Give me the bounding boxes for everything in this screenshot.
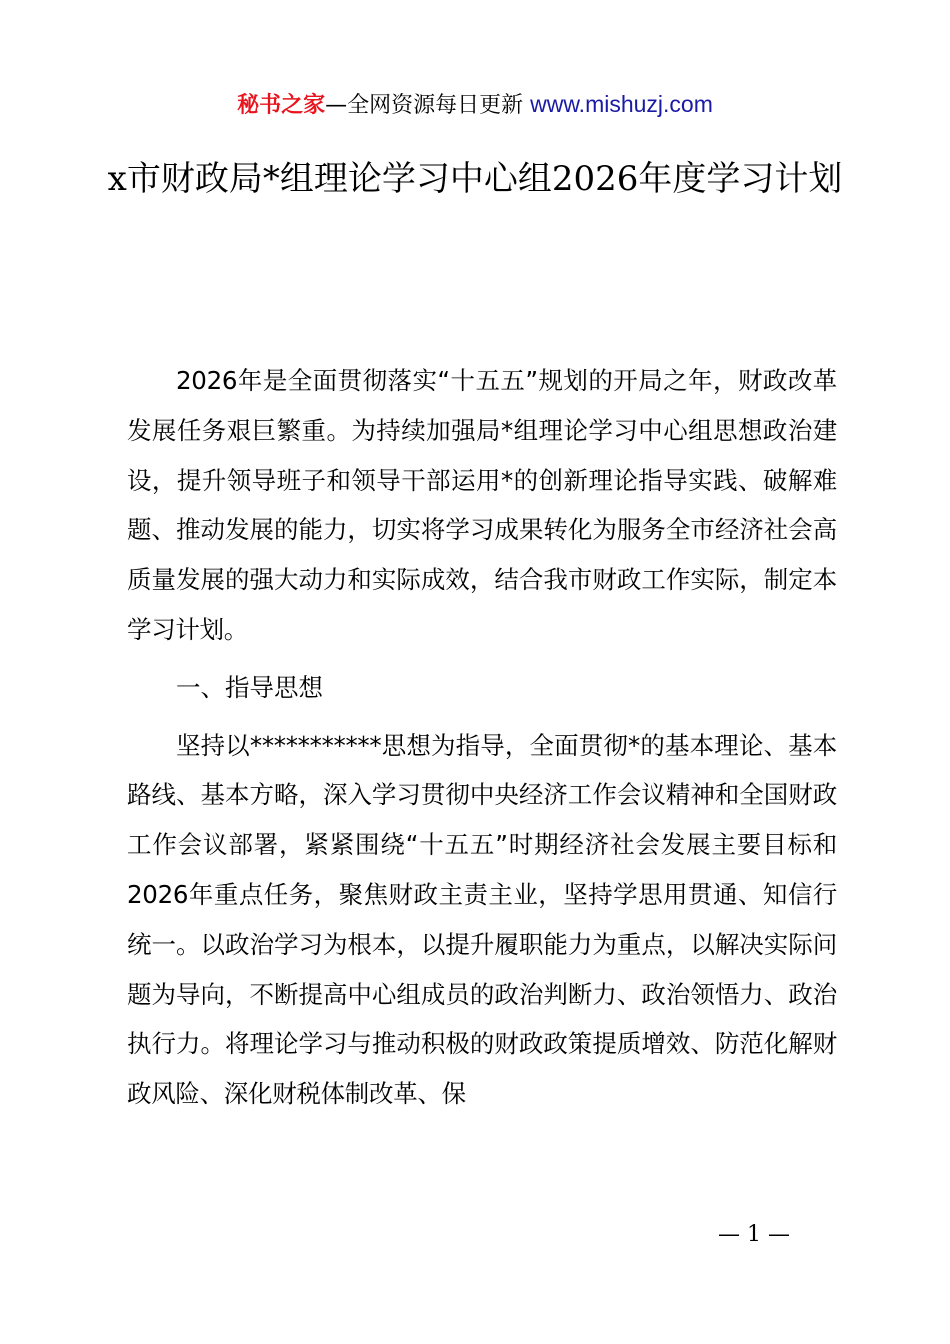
page-number: — 1 — [718, 1222, 790, 1247]
document-title: x市财政局*组理论学习中心组2026年度学习计划 [107, 159, 843, 199]
site-url-link[interactable]: www.mishuzj.com [530, 91, 713, 117]
guiding-thought-paragraph: 坚持以***********思想为指导，全面贯彻*的基本理论、基本路线、基本方略，深入学习贯彻中央经济工作会议精神和全国财政工作会议部署，紧紧围绕“十五五”时期经济社会发展主要目标和2026年重点任务，聚焦财政主责主业，坚持学思用贯通、知信行统一。以政治学习为根本，以提升履职能力为重点，以解决实际问题为导向，不断提高中心组成员的政治判断力、政治领悟力、政治执行力。将理论学习与推动积极的财政政策提质增效、防范化解财政风险、深化财税体制改革、保 [127, 730, 837, 1109]
brand-name: 秘书之家 [237, 93, 326, 118]
section-heading-guiding-thought: 一、指导思想 [176, 672, 323, 702]
intro-paragraph: 2026年是全面贯彻落实“十五五”规划的开局之年，财政改革发展任务艰巨繁重。为持续加强局*组理论学习中心组思想政治建设，提升领导班子和领导干部运用*的创新理论指导实践、破解难题、推动发展的能力，切实将学习成果转化为服务全市经济社会高质量发展的强大动力和实际成效，结合我市财政工作实际，制定本学习计划。 [127, 366, 837, 644]
header-slogan: —全网资源每日更新 [325, 93, 524, 118]
site-header [0, 88, 950, 122]
document-body [127, 356, 837, 1127]
